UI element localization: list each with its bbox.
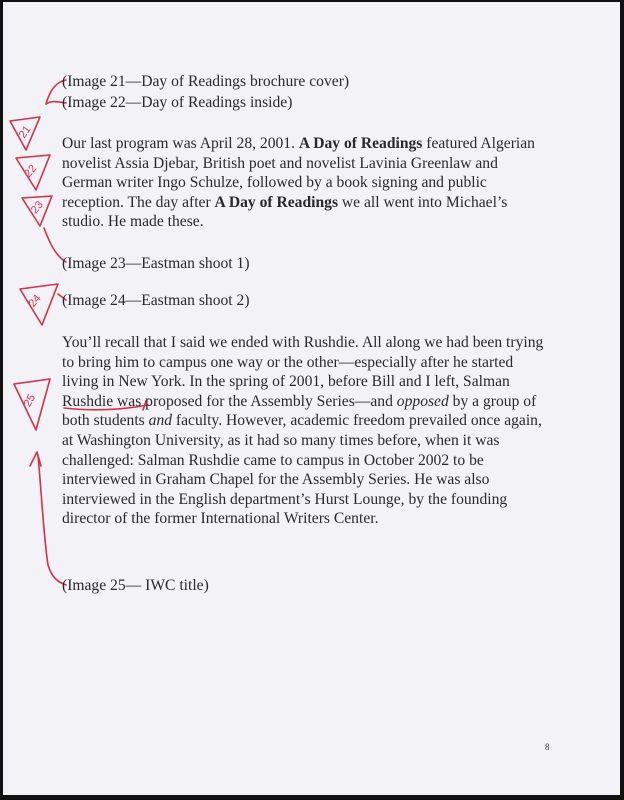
text-run: we all went into Michael’s studio. He made these. bbox=[62, 193, 508, 231]
text-run: by a group of both students bbox=[62, 392, 537, 430]
image-ref-23: (Image 23—Eastman shoot 1) bbox=[62, 255, 250, 272]
italic-word: and bbox=[148, 412, 173, 430]
bold-title: A Day of Readings bbox=[298, 135, 423, 152]
image-ref-24: (Image 24—Eastman shoot 2) bbox=[62, 292, 250, 309]
paragraph-day-of-readings bbox=[62, 134, 552, 232]
text-run: featured Algerian novelist Assia Djebar, British poet and novelist Lavinia Greenlaw and German writer Ingo Schulze, followed by a book signing and public reception. The day after bbox=[62, 135, 535, 211]
image-ref-22: (Image 22—Day of Readings inside) bbox=[62, 94, 293, 111]
annotation-label-25: 25 bbox=[21, 392, 39, 409]
image-ref-25: (Image 25— IWC title) bbox=[62, 577, 209, 594]
text-run: You’ll recall that I said we ended with Rushdie. All along we had been trying to bring him to campus one way or the other—especially after he started living in New York. In the spring of 2001, before Bill and I left, Salman Rushdie was proposed for the Assembly Series—and bbox=[62, 334, 544, 410]
annotation-label-22: 22 bbox=[22, 162, 40, 180]
bold-title: A Day of Readings bbox=[214, 193, 339, 211]
annotation-label-24: 24 bbox=[26, 292, 44, 310]
annotation-label-21: 21 bbox=[16, 123, 34, 141]
text-run: faculty. However, academic freedom prevailed once again, at Washington University, as it had so many times before, when it was challenged: Salman Rushdie came to campus in October 2002 to be interviewed in Graham Chapel for the Assembly Series. He was also interviewed in the English department’s Hurst Lounge, by the founding director of the former International Writers Center. bbox=[62, 412, 542, 528]
page-number: 8 bbox=[545, 742, 550, 752]
annotation-label-23: 23 bbox=[28, 198, 46, 217]
text-run: Our last program was April 28, 2001. bbox=[62, 135, 299, 152]
paragraph-rushdie bbox=[62, 333, 552, 529]
image-ref-21: (Image 21—Day of Readings brochure cover) bbox=[62, 73, 350, 90]
italic-word: opposed bbox=[396, 392, 449, 410]
